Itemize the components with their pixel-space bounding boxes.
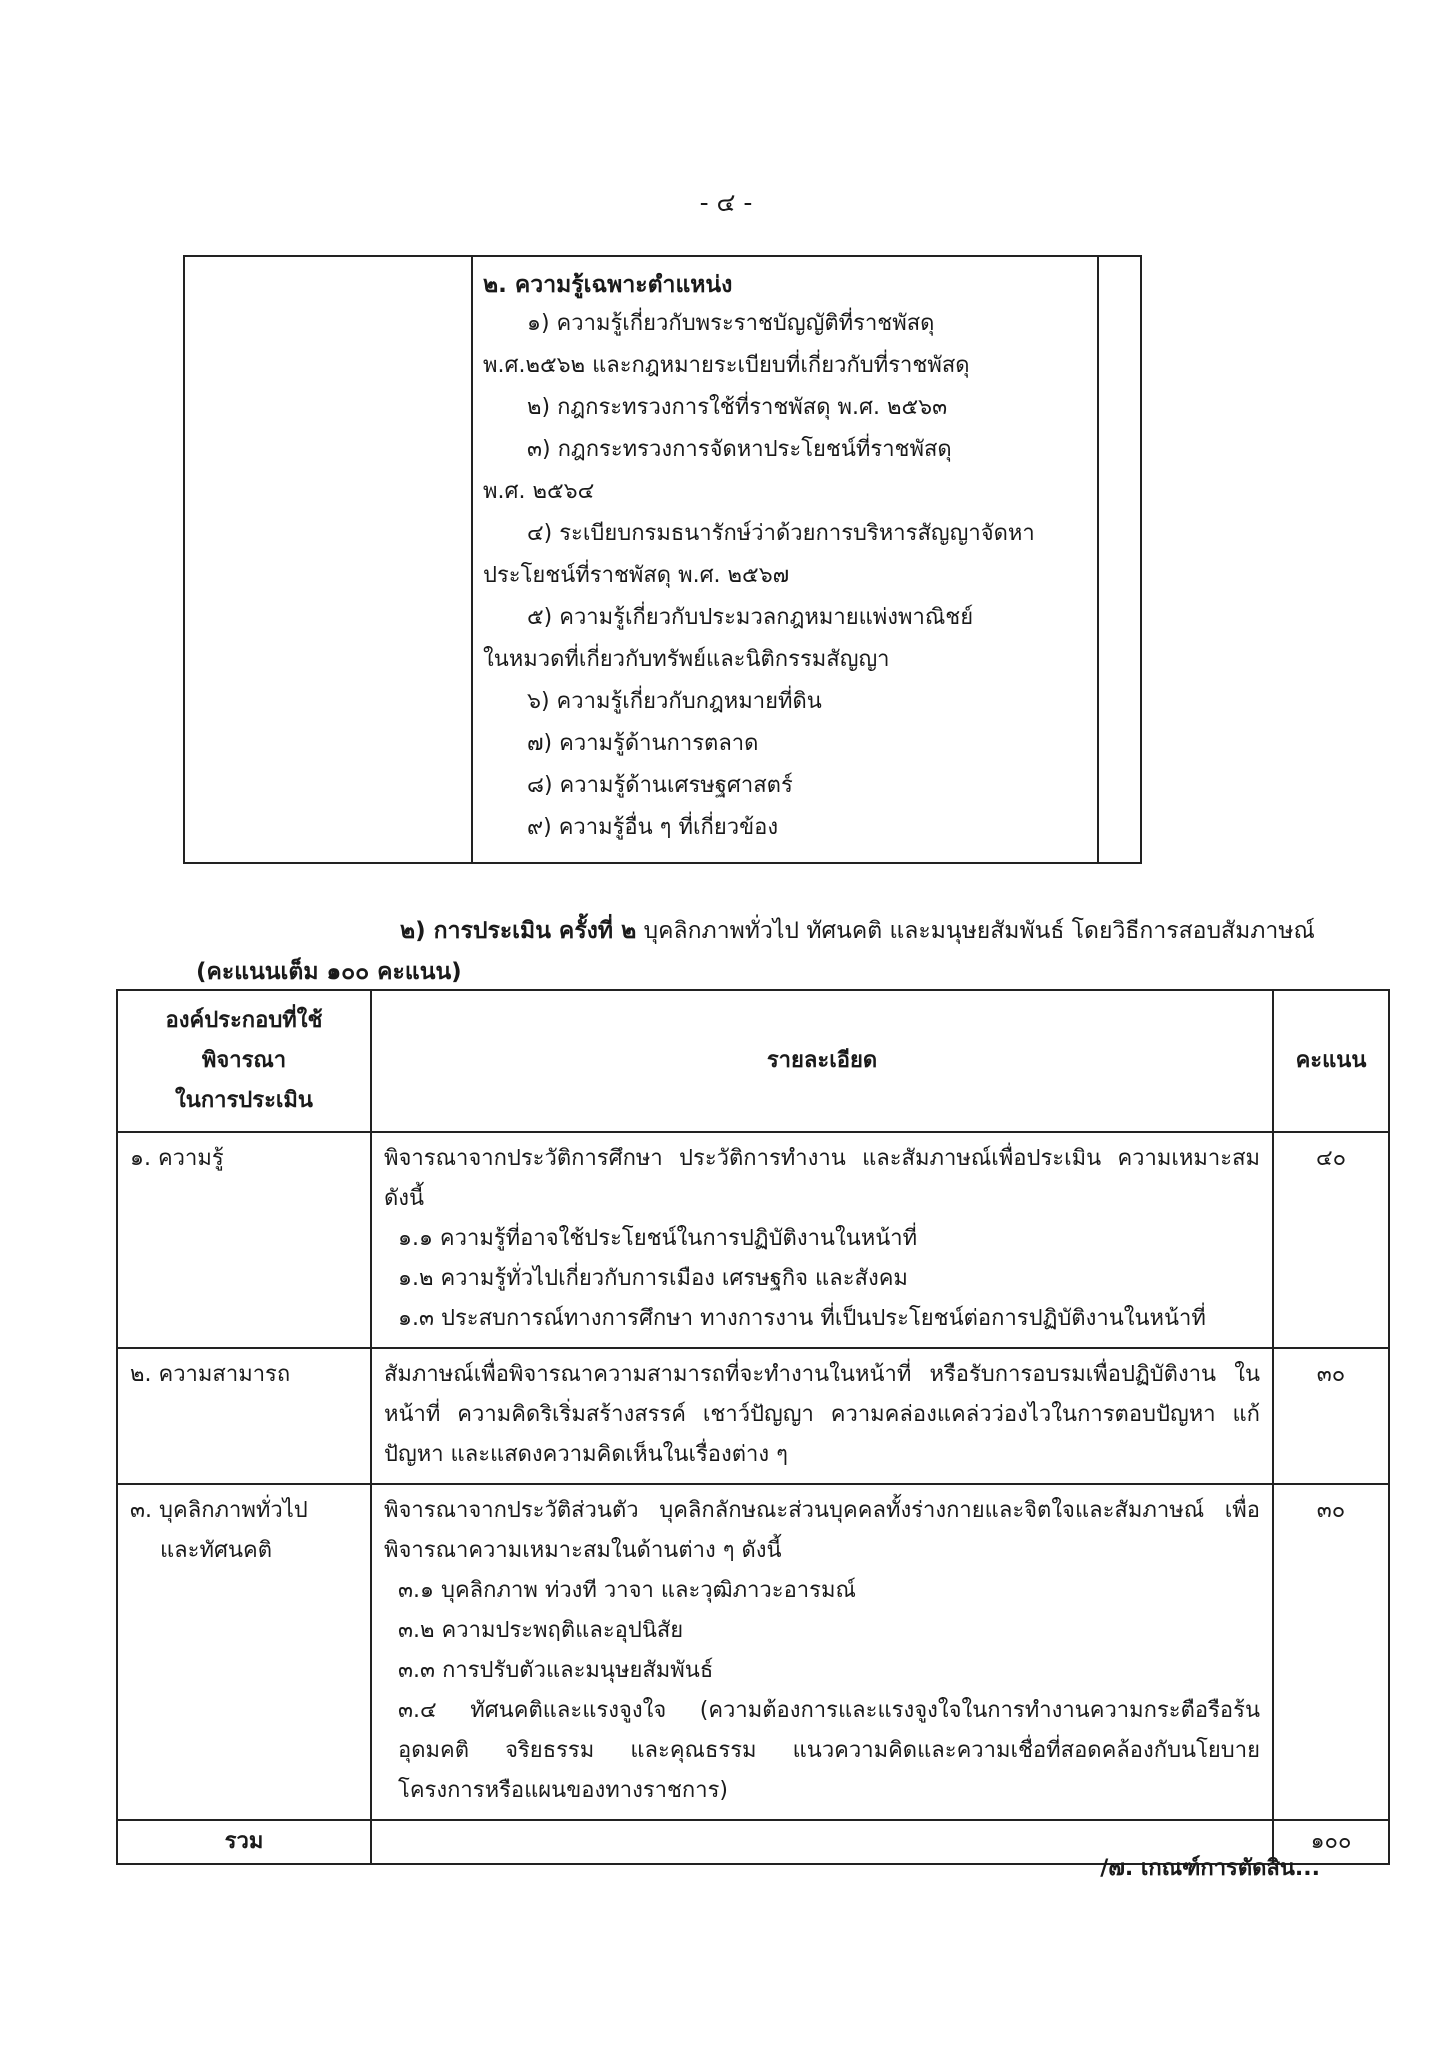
table-row (117, 1348, 1389, 1484)
details-subitem: ๑.๓ ประสบการณ์ทางการศึกษา ทางการงาน ที่เป็นประโยชน์ต่อการปฏิบัติงานในหน้าที่ (398, 1306, 1206, 1331)
header-criteria-line: องค์ประกอบที่ใช้ (165, 1008, 323, 1033)
knowledge-item-text: ๗) ความรู้ด้านการตลาด (527, 731, 759, 756)
knowledge-item-continuation: พ.ศ.๒๕๖๒ และกฎหมายระเบียบที่เกี่ยวกับที่ราชพัสดุ (483, 353, 970, 378)
knowledge-item-text: ๒) กฎกระทรวงการใช้ที่ราชพัสดุ พ.ศ. ๒๕๖๓ (527, 395, 948, 420)
table-row (117, 1132, 1389, 1348)
criteria-cell (117, 1484, 371, 1820)
knowledge-item (483, 597, 1089, 681)
knowledge-item (483, 723, 1089, 765)
criteria-label: ๒. ความสามารถ (130, 1362, 291, 1387)
knowledge-item-text: ๔) ระเบียบกรมธนารักษ์ว่าด้วยการบริหารสัญญาจัดหา (527, 521, 1035, 546)
knowledge-item-continuation: ในหมวดที่เกี่ยวกับทรัพย์และนิติกรรมสัญญา (483, 647, 890, 672)
table-cell-empty-left (185, 257, 473, 862)
total-label: รวม (117, 1820, 371, 1864)
knowledge-item-continuation: ประโยชน์ที่ราชพัสดุ พ.ศ. ๒๕๖๗ (483, 563, 790, 588)
criteria-label: ๓. บุคลิกภาพทั่วไป (130, 1498, 308, 1523)
knowledge-item-text: ๕) ความรู้เกี่ยวกับประมวลกฎหมายแพ่งพาณิชย์ (527, 605, 974, 630)
details-paragraph: พิจารณาจากประวัติการศึกษา ประวัติการทำงาน และสัมภาษณ์เพื่อประเมิน ความเหมาะสม ดังนี้ (384, 1146, 1260, 1211)
evaluation-table (116, 989, 1390, 1865)
table-row (117, 1484, 1389, 1820)
header-criteria (117, 990, 371, 1132)
details-cell (371, 1348, 1273, 1484)
details-subitem: ๓.๔ ทัศนคติและแรงจูงใจ (ความต้องการและแรงจูงใจในการทำงานความกระตือรือร้น อุดมคติ จริยธรรม และคุณธรรม แนวความคิดและความเชื่อที่สอดคล้องกับนโยบาย โครงการหรือแผนของทางราชการ) (398, 1698, 1260, 1803)
page-number: - ๔ - (699, 188, 753, 217)
evaluation-heading-bold: ๒) การประเมิน ครั้งที่ ๒ (400, 918, 637, 944)
header-criteria-line: ในการประเมิน (175, 1088, 313, 1113)
full-score-note: (คะแนนเต็ม ๑๐๐ คะแนน) (196, 959, 462, 985)
knowledge-item (483, 807, 1089, 849)
details-paragraph: พิจารณาจากประวัติส่วนตัว บุคลิกลักษณะส่วนบุคคลทั้งร่างกายและจิตใจและสัมภาษณ์ เพื่อพิจารณาความเหมาะสมในด้านต่าง ๆ ดังนี้ (384, 1498, 1260, 1563)
knowledge-item-text: ๑) ความรู้เกี่ยวกับพระราชบัญญัติที่ราชพัสดุ (527, 311, 935, 336)
total-score: ๑๐๐ (1273, 1820, 1389, 1864)
details-cell (371, 1132, 1273, 1348)
table-cell-knowledge (473, 257, 1099, 862)
criteria-cell (117, 1132, 371, 1348)
knowledge-item (483, 387, 1089, 429)
criteria-label: ๑. ความรู้ (130, 1146, 224, 1171)
header-score: คะแนน (1273, 990, 1389, 1132)
score-cell: ๓๐ (1273, 1348, 1389, 1484)
score-cell: ๓๐ (1273, 1484, 1389, 1820)
knowledge-item (483, 765, 1089, 807)
knowledge-item-text: ๘) ความรู้ด้านเศรษฐศาสตร์ (527, 773, 793, 798)
details-subitem: ๓.๑ บุคลิกภาพ ท่วงที วาจา และวุฒิภาวะอารมณ์ (398, 1578, 856, 1603)
details-subitem: ๓.๓ การปรับตัวและมนุษยสัมพันธ์ (398, 1658, 714, 1683)
header-details: รายละเอียด (371, 990, 1273, 1132)
knowledge-item (483, 681, 1089, 723)
knowledge-item-text: ๙) ความรู้อื่น ๆ ที่เกี่ยวข้อง (527, 815, 779, 840)
position-knowledge-table (183, 255, 1142, 864)
criteria-cell (117, 1348, 371, 1484)
section-title: ๒. ความรู้เฉพาะตำแหน่ง (483, 272, 733, 298)
table-cell-empty-right (1099, 257, 1140, 862)
knowledge-item (483, 303, 1089, 387)
knowledge-list (483, 303, 1089, 849)
knowledge-item (483, 429, 1089, 513)
knowledge-item-text: ๓) กฎกระทรวงการจัดหาประโยชน์ที่ราชพัสดุ (527, 437, 952, 462)
evaluation-heading (400, 913, 1315, 949)
score-cell: ๔๐ (1273, 1132, 1389, 1348)
details-paragraph: สัมภาษณ์เพื่อพิจารณาความสามารถที่จะทำงานในหน้าที่ หรือรับการอบรมเพื่อปฏิบัติงาน ในหน้าที่ ความคิดริเริ่มสร้างสรรค์ เชาว์ปัญญา ความคล่องแคล่วว่องไวในการตอบปัญหา แก้ปัญหา และแสดงความคิดเห็นในเรื่องต่าง ๆ (384, 1362, 1260, 1467)
details-cell (371, 1484, 1273, 1820)
details-subitem: ๑.๒ ความรู้ทั่วไปเกี่ยวกับการเมือง เศรษฐกิจ และสังคม (398, 1266, 908, 1291)
header-criteria-line: พิจารณา (201, 1048, 287, 1073)
knowledge-item-continuation: พ.ศ. ๒๕๖๔ (483, 479, 595, 504)
footer-continuation: /๗. เกณฑ์การตัดสิน... (1100, 1856, 1320, 1881)
details-subitem: ๓.๒ ความประพฤติและอุปนิสัย (398, 1618, 684, 1643)
criteria-label-continuation: และทัศนคติ (160, 1538, 272, 1563)
knowledge-item (483, 513, 1089, 597)
details-subitem: ๑.๑ ความรู้ที่อาจใช้ประโยชน์ในการปฏิบัติงานในหน้าที่ (398, 1226, 918, 1251)
evaluation-heading-rest: บุคลิกภาพทั่วไป ทัศนคติ และมนุษยสัมพันธ์ โดยวิธีการสอบสัมภาษณ์ (636, 918, 1315, 944)
knowledge-item-text: ๖) ความรู้เกี่ยวกับกฎหมายที่ดิน (527, 689, 822, 714)
